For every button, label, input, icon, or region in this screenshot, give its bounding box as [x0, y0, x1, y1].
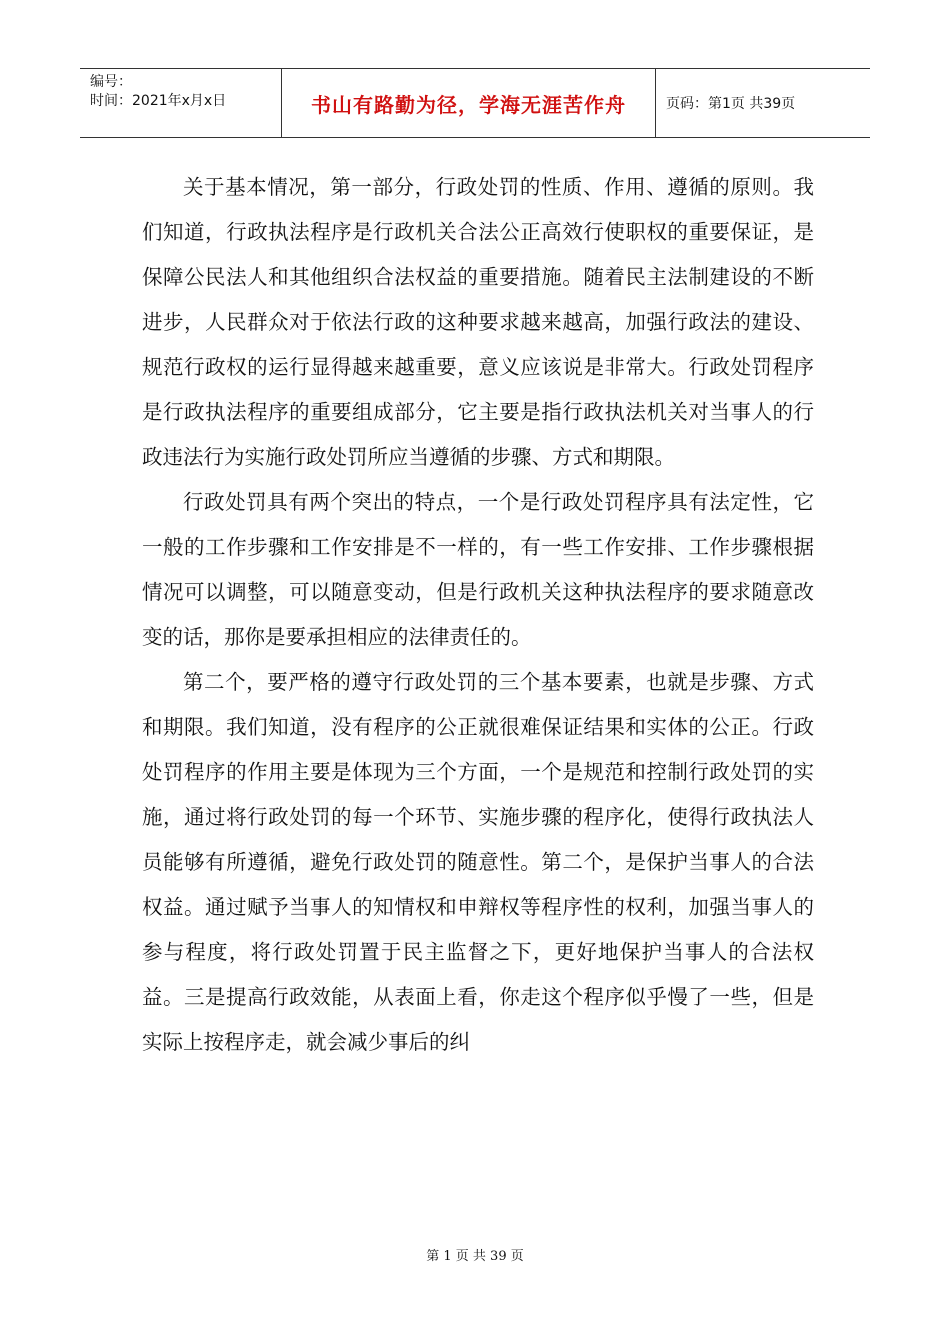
header-page-cell [656, 69, 870, 137]
header-meta [80, 69, 282, 137]
paragraph: 行政处罚具有两个突出的特点，一个是行政处罚程序具有法定性，它一般的工作步骤和工作安排是不一样的，有一些工作安排、工作步骤根据情况可以调整，可以随意变动，但是行政机关这种执法程序的要求随意改变的话，那你是要承担相应的法律责任的。 [142, 490, 814, 649]
number-label: 编号： [90, 74, 132, 90]
document-body [142, 165, 814, 1065]
footer-page-number: 第 1 页 共 39 页 [426, 1249, 524, 1264]
page-header [80, 68, 870, 138]
time-label: 时间：2021年x月x日 [90, 93, 227, 109]
page-info: 页码：第1页 共39页 [666, 96, 796, 112]
paragraph: 第二个，要严格的遵守行政处罚的三个基本要素，也就是步骤、方式和期限。我们知道，没有程序的公正就很难保证结果和实体的公正。行政处罚程序的作用主要是体现为三个方面，一个是规范和控制行政处罚的实施，通过将行政处罚的每一个环节、实施步骤的程序化，使得行政执法人员能够有所遵循，避免行政处罚的随意性。第二个，是保护当事人的合法权益。通过赋予当事人的知情权和申辩权等程序性的权利，加强当事人的参与程度，将行政处罚置于民主监督之下，更好地保护当事人的合法权益。三是提高行政效能，从表面上看，你走这个程序似乎慢了一些，但是实际上按程序走，就会减少事后的纠 [142, 670, 814, 1054]
page-footer [0, 1245, 950, 1264]
motto: 书山有路勤为径，学海无涯苦作舟 [311, 92, 626, 117]
paragraph: 关于基本情况，第一部分，行政处罚的性质、作用、遵循的原则。我们知道，行政执法程序是行政机关合法公正高效行使职权的重要保证，是保障公民法人和其他组织合法权益的重要措施。随着民主法制建设的不断进步，人民群众对于依法行政的这种要求越来越高，加强行政法的建设、规范行政权的运行显得越来越重要，意义应该说是非常大。行政处罚程序是行政执法程序的重要组成部分，它主要是指行政执法机关对当事人的行政违法行为实施行政处罚所应当遵循的步骤、方式和期限。 [142, 175, 814, 469]
header-motto-cell [282, 69, 656, 137]
